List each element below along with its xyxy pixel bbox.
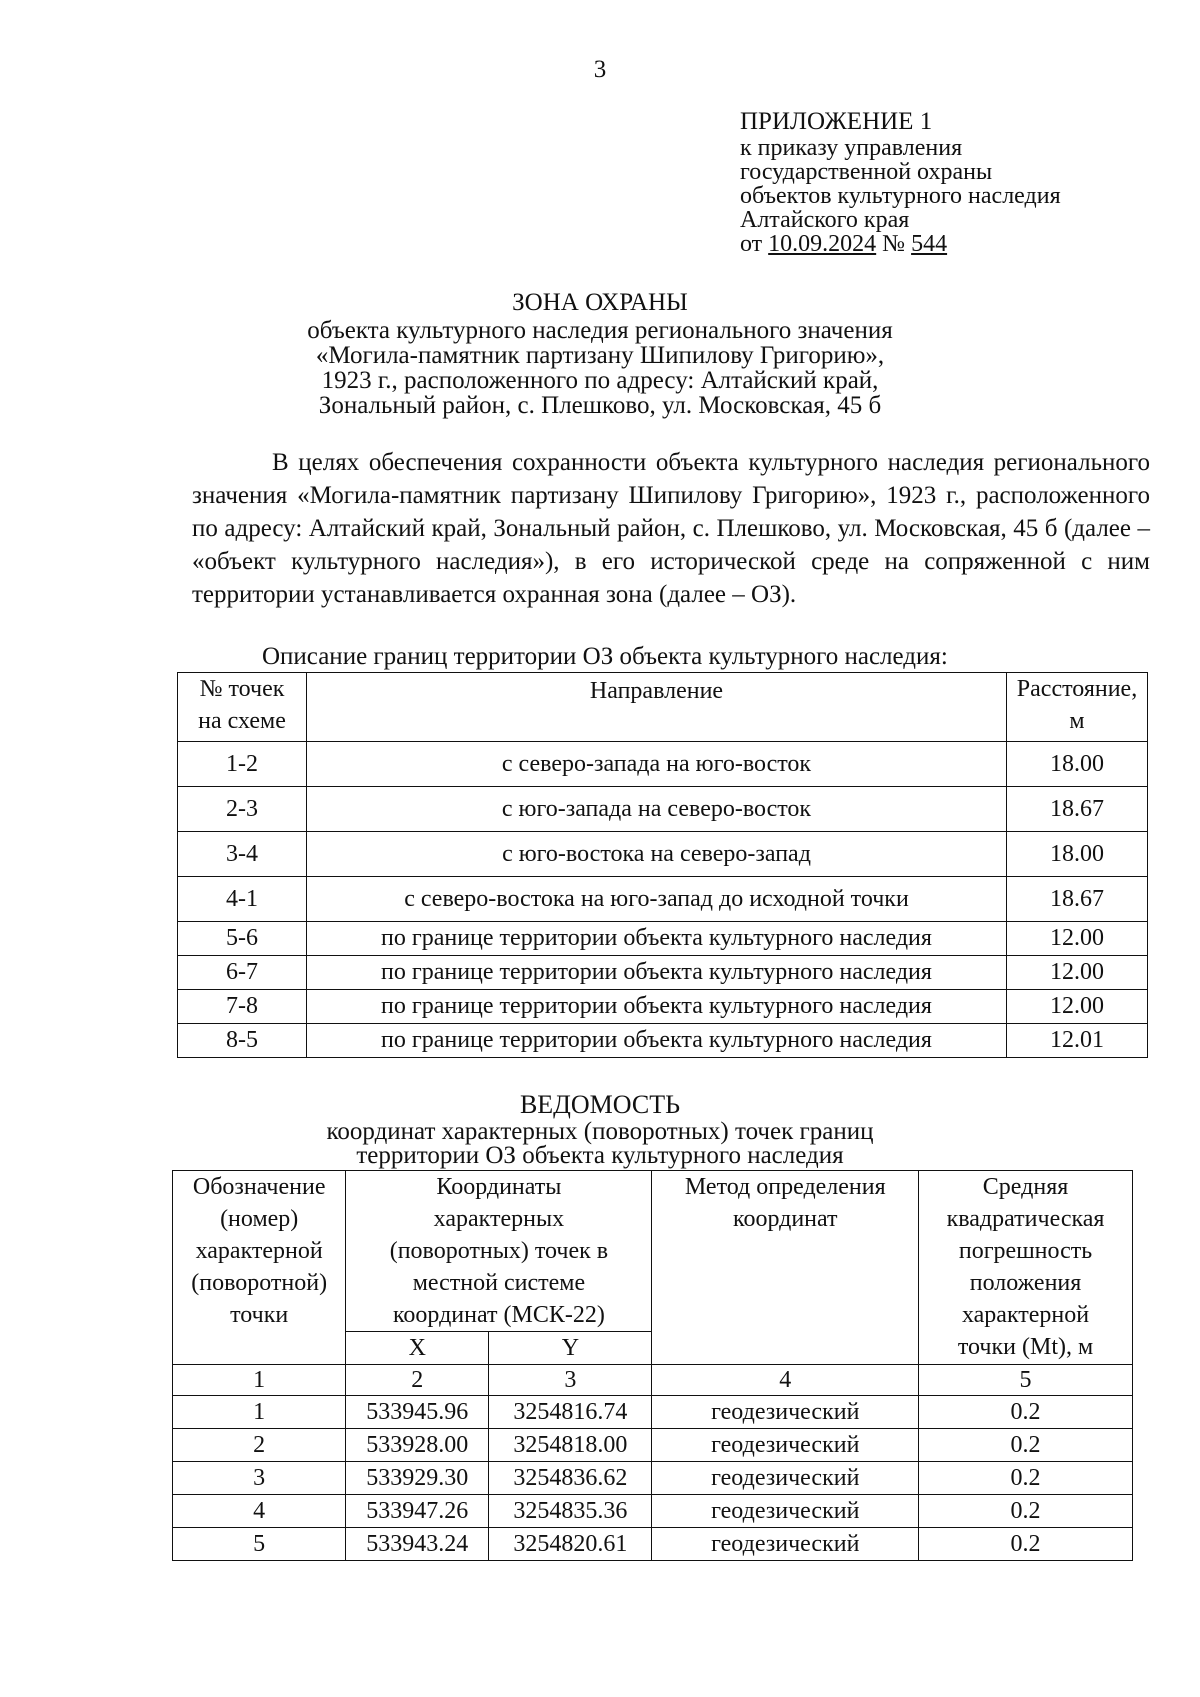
header-designation: Обозначение (номер) характерной (поворотной) точки bbox=[173, 1171, 346, 1365]
coords-section-title bbox=[0, 1090, 1200, 1168]
table-row bbox=[178, 1024, 1148, 1058]
cell-distance: 18.00 bbox=[1007, 742, 1148, 787]
cell-points: 8-5 bbox=[178, 1024, 307, 1058]
title-line: Зональный район, с. Плешково, ул. Московская, 45 б bbox=[318, 392, 882, 419]
cell-point: 5 bbox=[173, 1528, 346, 1561]
table-row bbox=[178, 956, 1148, 990]
cell-method: геодезический bbox=[652, 1429, 919, 1462]
appendix-line: к приказу управления bbox=[740, 135, 963, 161]
coords-title-line: территории ОЗ объекта культурного наследия bbox=[356, 1142, 844, 1169]
table-header-row bbox=[178, 673, 1148, 742]
table-row bbox=[173, 1396, 1133, 1429]
column-number: 5 bbox=[919, 1365, 1133, 1396]
appendix-date-line bbox=[740, 232, 1061, 256]
cell-point: 4 bbox=[173, 1495, 346, 1528]
borders-table-caption: Описание границ территории ОЗ объекта культурного наследия: bbox=[262, 643, 948, 670]
cell-direction: с юго-востока на северо-запад bbox=[307, 832, 1007, 877]
cell-y: 3254820.61 bbox=[489, 1528, 652, 1561]
cell-error: 0.2 bbox=[919, 1495, 1133, 1528]
cell-y: 3254818.00 bbox=[489, 1429, 652, 1462]
cell-points: 6-7 bbox=[178, 956, 307, 990]
cell-error: 0.2 bbox=[919, 1396, 1133, 1429]
cell-error: 0.2 bbox=[919, 1429, 1133, 1462]
cell-y: 3254835.36 bbox=[489, 1495, 652, 1528]
cell-point: 3 bbox=[173, 1462, 346, 1495]
column-number: 1 bbox=[173, 1365, 346, 1396]
page-number: 3 bbox=[593, 56, 607, 83]
header-method: Метод определения координат bbox=[652, 1171, 919, 1365]
cell-points: 5-6 bbox=[178, 922, 307, 956]
cell-error: 0.2 bbox=[919, 1528, 1133, 1561]
table-row bbox=[178, 877, 1148, 922]
table-row bbox=[178, 742, 1148, 787]
cell-distance: 18.67 bbox=[1007, 877, 1148, 922]
header-direction: Направление bbox=[307, 673, 1007, 742]
order-date: 10.09.2024 bbox=[768, 231, 877, 257]
document-title bbox=[0, 290, 1200, 418]
appendix-heading: ПРИЛОЖЕНИЕ 1 bbox=[740, 108, 933, 135]
cell-direction: с юго-запада на северо-восток bbox=[307, 787, 1007, 832]
table-row bbox=[178, 922, 1148, 956]
order-number: 544 bbox=[911, 231, 948, 257]
cell-points: 3-4 bbox=[178, 832, 307, 877]
cell-points: 1-2 bbox=[178, 742, 307, 787]
header-coordinates: Координаты характерных (поворотных) точек в местной системе координат (МСК-22) bbox=[346, 1171, 652, 1332]
title-line: объекта культурного наследия регионального значения bbox=[307, 317, 893, 344]
column-number-row bbox=[173, 1365, 1133, 1396]
cell-distance: 18.00 bbox=[1007, 832, 1148, 877]
cell-direction: по границе территории объекта культурного наследия bbox=[307, 956, 1007, 990]
appendix-line: государственной охраны bbox=[740, 159, 993, 185]
cell-direction: по границе территории объекта культурного наследия bbox=[307, 1024, 1007, 1058]
title-line: 1923 г., расположенного по адресу: Алтайский край, bbox=[321, 367, 879, 394]
number-prefix: № bbox=[876, 231, 912, 257]
cell-distance: 12.00 bbox=[1007, 922, 1148, 956]
cell-y: 3254816.74 bbox=[489, 1396, 652, 1429]
cell-direction: с северо-запада на юго-восток bbox=[307, 742, 1007, 787]
title-line: «Могила-памятник партизану Шипилову Григорию», bbox=[315, 342, 885, 369]
cell-points: 7-8 bbox=[178, 990, 307, 1024]
table-row bbox=[178, 832, 1148, 877]
column-number: 4 bbox=[652, 1365, 919, 1396]
cell-method: геодезический bbox=[652, 1396, 919, 1429]
cell-points: 4-1 bbox=[178, 877, 307, 922]
cell-x: 533945.96 bbox=[346, 1396, 489, 1429]
cell-direction: по границе территории объекта культурного наследия bbox=[307, 922, 1007, 956]
table-row bbox=[173, 1495, 1133, 1528]
cell-distance: 12.00 bbox=[1007, 956, 1148, 990]
coords-heading: ВЕДОМОСТЬ bbox=[519, 1090, 681, 1119]
header-distance: Расстояние, м bbox=[1007, 673, 1148, 742]
date-prefix: от bbox=[740, 231, 769, 257]
cell-points: 2-3 bbox=[178, 787, 307, 832]
table-row bbox=[173, 1462, 1133, 1495]
appendix-line: объектов культурного наследия bbox=[740, 183, 1061, 209]
appendix-line: Алтайского края bbox=[740, 207, 910, 233]
header-y: Y bbox=[489, 1332, 652, 1365]
table-row bbox=[178, 990, 1148, 1024]
cell-point: 1 bbox=[173, 1396, 346, 1429]
coords-table bbox=[172, 1170, 1133, 1561]
table-row bbox=[178, 787, 1148, 832]
cell-x: 533943.24 bbox=[346, 1528, 489, 1561]
cell-x: 533928.00 bbox=[346, 1429, 489, 1462]
cell-direction: с северо-востока на юго-запад до исходной точки bbox=[307, 877, 1007, 922]
coords-title-line: координат характерных (поворотных) точек границ bbox=[326, 1118, 874, 1145]
title-heading: ЗОНА ОХРАНЫ bbox=[512, 289, 688, 316]
cell-x: 533929.30 bbox=[346, 1462, 489, 1495]
table-row bbox=[173, 1528, 1133, 1561]
column-number: 2 bbox=[346, 1365, 489, 1396]
cell-error: 0.2 bbox=[919, 1462, 1133, 1495]
cell-x: 533947.26 bbox=[346, 1495, 489, 1528]
cell-distance: 12.00 bbox=[1007, 990, 1148, 1024]
cell-direction: по границе территории объекта культурного наследия bbox=[307, 990, 1007, 1024]
header-x: X bbox=[346, 1332, 489, 1365]
header-error: Средняя квадратическая погрешность положения характерной точки (Mt), м bbox=[919, 1171, 1133, 1365]
cell-method: геодезический bbox=[652, 1495, 919, 1528]
column-number: 3 bbox=[489, 1365, 652, 1396]
cell-method: геодезический bbox=[652, 1528, 919, 1561]
appendix-block bbox=[740, 108, 1061, 256]
cell-distance: 12.01 bbox=[1007, 1024, 1148, 1058]
header-points: № точек на схеме bbox=[178, 673, 307, 742]
table-header-row bbox=[173, 1171, 1133, 1332]
cell-method: геодезический bbox=[652, 1462, 919, 1495]
borders-table bbox=[177, 672, 1148, 1058]
cell-y: 3254836.62 bbox=[489, 1462, 652, 1495]
cell-distance: 18.67 bbox=[1007, 787, 1148, 832]
intro-paragraph: В целях обеспечения сохранности объекта культурного наследия регионального значения «Могила-памятник партизану Шипилову Григорию», 1923 г., расположенного по адресу: Алтайский край, Зональный район, с. Плешково, ул. Московская, 45 б (далее – «объект культурного наследия»), в его исторической среде на сопряженной с ним территории устанавливается охранная зона (далее – ОЗ). bbox=[192, 449, 1150, 608]
cell-point: 2 bbox=[173, 1429, 346, 1462]
table-row bbox=[173, 1429, 1133, 1462]
